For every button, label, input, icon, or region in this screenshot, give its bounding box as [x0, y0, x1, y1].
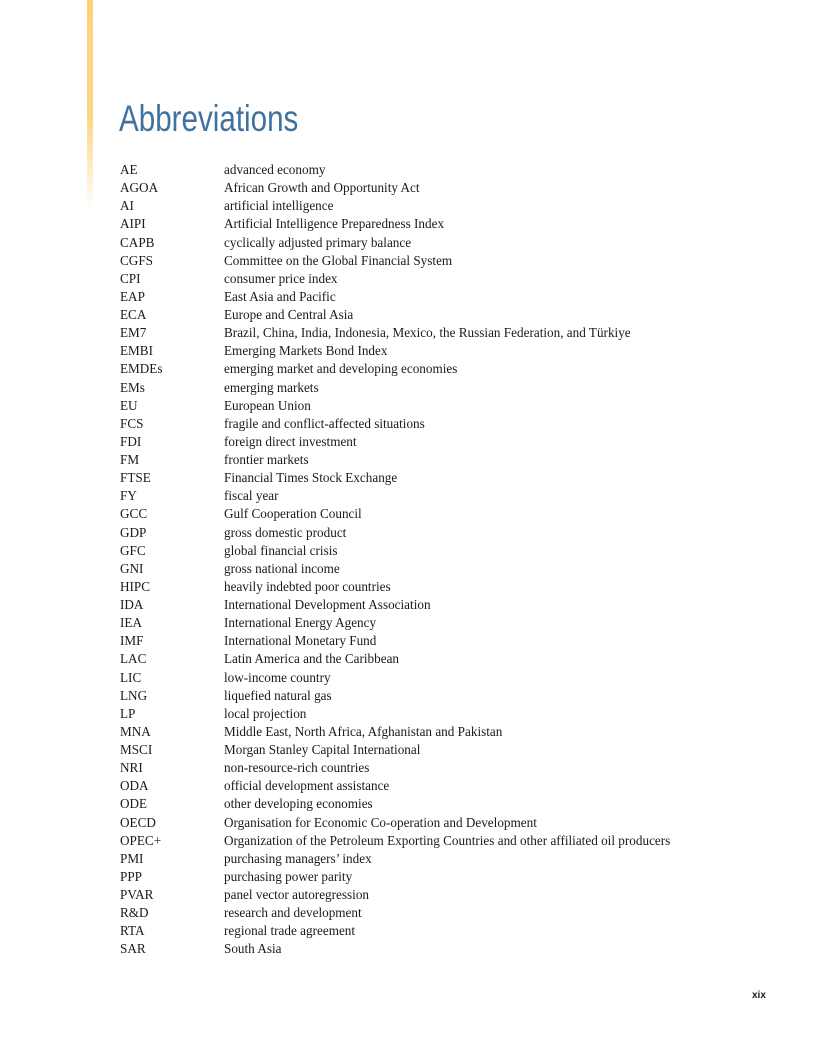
definition: fiscal year	[224, 488, 279, 504]
definition: global financial crisis	[224, 542, 338, 558]
definition: foreign direct investment	[224, 433, 357, 449]
definition: purchasing managers’ index	[224, 850, 372, 866]
definition: Artificial Intelligence Preparedness Index	[224, 216, 445, 232]
definition: Emerging Markets Bond Index	[224, 343, 388, 359]
abbreviation: ECA	[120, 307, 147, 322]
definition: African Growth and Opportunity Act	[224, 180, 420, 196]
abbreviation: MSCI	[120, 742, 153, 757]
definition: gross national income	[224, 560, 340, 576]
abbreviation: NRI	[120, 760, 143, 776]
page-title: Abbreviations	[119, 98, 299, 139]
abbreviation: EMs	[120, 379, 145, 395]
abbreviation: OECD	[120, 814, 156, 830]
abbreviation: FCS	[120, 415, 144, 431]
abbreviation: PPP	[120, 868, 143, 884]
abbreviation: ODA	[120, 778, 149, 794]
definition: European Union	[224, 397, 311, 413]
decorative-side-bar	[87, 0, 93, 210]
abbreviation: AIPI	[120, 216, 146, 232]
definition: Middle East, North Africa, Afghanistan and Pakistan	[224, 723, 503, 739]
abbreviation: FY	[120, 488, 137, 504]
abbreviation: SAR	[120, 941, 146, 957]
abbreviation: PVAR	[120, 887, 154, 902]
definition: official development assistance	[224, 778, 390, 794]
definition: Organisation for Economic Co-operation and Development	[224, 814, 537, 830]
definition: Committee on the Global Financial System	[224, 252, 453, 268]
definition: heavily indebted poor countries	[224, 578, 391, 594]
definition: Brazil, China, India, Indonesia, Mexico, the Russian Federation, and Türkiye	[224, 325, 631, 341]
abbreviation: GCC	[120, 506, 148, 522]
abbreviation: GNI	[120, 560, 144, 576]
abbreviation: LNG	[120, 687, 148, 703]
definition: panel vector autoregression	[224, 887, 370, 902]
abbreviation: CGFS	[120, 252, 153, 268]
abbreviation: EU	[120, 397, 138, 413]
definition: non-resource-rich countries	[224, 760, 370, 776]
abbreviation: EM7	[120, 325, 147, 341]
abbreviation: FM	[120, 452, 140, 467]
definition: consumer price index	[224, 270, 338, 286]
abbreviation: AI	[120, 198, 134, 214]
definition: emerging market and developing economies	[224, 361, 458, 377]
abbreviation: OPEC+	[120, 832, 162, 848]
definition: International Development Association	[224, 597, 431, 612]
abbreviation: GFC	[120, 542, 146, 558]
definition: low-income country	[224, 669, 331, 685]
definition: Latin America and the Caribbean	[224, 651, 400, 667]
definition: research and development	[224, 905, 362, 921]
definition: International Energy Agency	[224, 615, 377, 631]
definition: fragile and conflict-affected situations	[224, 415, 425, 431]
abbreviation: EMDEs	[120, 361, 163, 377]
definition: local projection	[224, 705, 307, 721]
definition: other developing economies	[224, 796, 373, 812]
abbreviation: PMI	[120, 850, 144, 866]
abbreviation: CAPB	[120, 234, 155, 250]
page-number: xix	[752, 990, 766, 1001]
definition: gross domestic product	[224, 524, 347, 540]
abbreviation: RTA	[120, 923, 145, 939]
abbreviation: FDI	[120, 433, 142, 449]
abbreviation: LP	[120, 705, 136, 721]
abbreviation: EMBI	[120, 343, 153, 359]
abbreviation: LAC	[120, 651, 147, 667]
abbreviation: IEA	[120, 615, 142, 631]
abbreviation: AE	[120, 162, 138, 177]
abbreviation: LIC	[120, 669, 142, 685]
abbreviation: MNA	[120, 723, 151, 739]
abbreviation: IDA	[120, 597, 144, 612]
definition: East Asia and Pacific	[224, 288, 336, 304]
abbreviation: R&D	[120, 905, 149, 921]
definition: cyclically adjusted primary balance	[224, 234, 412, 250]
definition: frontier markets	[224, 452, 309, 467]
definition: Organization of the Petroleum Exporting Countries and other affiliated oil producers	[224, 832, 671, 848]
definition: Gulf Cooperation Council	[224, 506, 362, 522]
abbreviation: ODE	[120, 796, 148, 812]
definition: regional trade agreement	[224, 923, 356, 939]
definition: Europe and Central Asia	[224, 307, 354, 322]
abbreviation: HIPC	[120, 578, 151, 594]
definition: Financial Times Stock Exchange	[224, 470, 398, 486]
definition: purchasing power parity	[224, 868, 353, 884]
abbreviation: AGOA	[120, 180, 159, 196]
definition: liquefied natural gas	[224, 687, 332, 703]
abbreviation: EAP	[120, 288, 145, 304]
definition: South Asia	[224, 941, 282, 957]
definition: emerging markets	[224, 379, 319, 395]
definition: artificial intelligence	[224, 198, 334, 214]
definition: advanced economy	[224, 162, 326, 177]
abbreviation: CPI	[120, 270, 141, 286]
abbreviation: IMF	[120, 633, 144, 649]
abbreviation: FTSE	[120, 470, 151, 486]
abbreviation: GDP	[120, 524, 147, 540]
definition: International Monetary Fund	[224, 633, 377, 649]
definition: Morgan Stanley Capital International	[224, 742, 421, 757]
